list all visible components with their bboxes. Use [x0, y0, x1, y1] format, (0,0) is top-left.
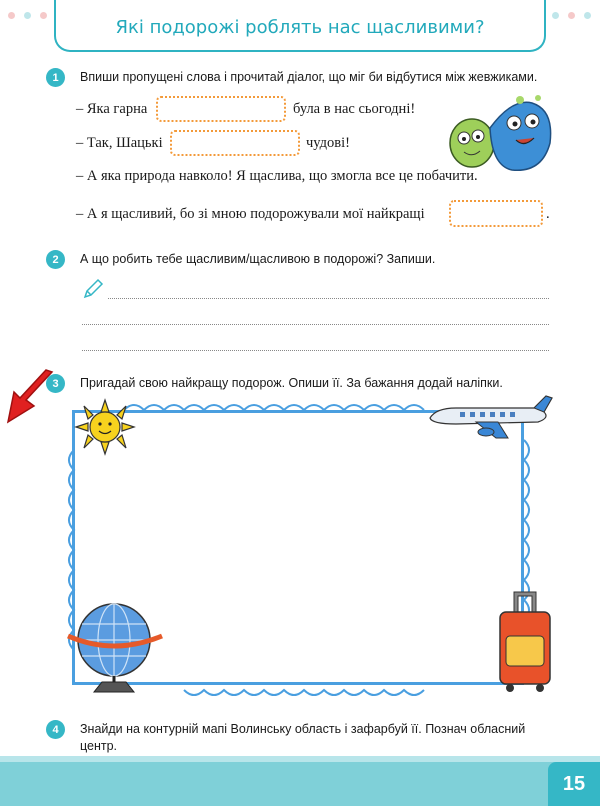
page-number: 15: [548, 762, 600, 806]
writing-line-1[interactable]: [108, 298, 549, 299]
sun-icon: [72, 398, 138, 456]
creatures-illustration: [442, 88, 560, 178]
task-2-number: 2: [46, 250, 65, 269]
task-1-number: 1: [46, 68, 65, 87]
blank-field-2[interactable]: [170, 130, 300, 156]
task-4-number: 4: [46, 720, 65, 739]
dialogue-line-2-start: – Так, Шацькі: [76, 135, 163, 151]
blank-field-3[interactable]: [449, 200, 543, 227]
dialogue-line-1-start: – Яка гарна: [76, 101, 148, 117]
footer-bar: [0, 762, 600, 806]
task-2-instruction: А що робить тебе щасливим/щасливою в подорожі? Запиши.: [80, 252, 436, 266]
task-3-instruction: Пригадай свою найкращу подорож. Опиши її. За бажання додай наліпки.: [80, 376, 503, 390]
blank-field-1[interactable]: [156, 96, 286, 122]
task-1-instruction: Впиши пропущені слова і прочитай діалог, що міг би відбутися між жевжиками.: [80, 70, 538, 84]
title-box: [54, 0, 546, 52]
suitcase-icon: [496, 588, 554, 694]
decorative-dots-right: [552, 12, 600, 19]
pencil-icon: [82, 278, 104, 300]
dialogue-line-4-end: .: [546, 206, 550, 222]
task-4-instruction-line-2: центр.: [80, 739, 118, 753]
dialogue-line-2-end: чудові!: [306, 135, 350, 151]
writing-line-3[interactable]: [82, 350, 549, 351]
writing-line-2[interactable]: [82, 324, 549, 325]
task-3-number: 3: [46, 374, 65, 393]
dialogue-line-3: – А яка природа навколо! Я щаслива, що змогла все це побачити.: [76, 168, 478, 184]
airplane-icon: [426, 394, 556, 444]
dialogue-line-4-start: – А я щасливий, бо зі мною подорожували мої найкращі: [76, 206, 425, 222]
globe-icon: [62, 598, 172, 698]
task-4-instruction-line-1: Знайди на контурній мапі Волинську область і зафарбуй її. Познач обласний: [80, 722, 526, 736]
page-title: Які подорожі роблять нас щасливими?: [115, 16, 485, 38]
dialogue-line-1-end: була в нас сьогодні!: [293, 101, 416, 117]
